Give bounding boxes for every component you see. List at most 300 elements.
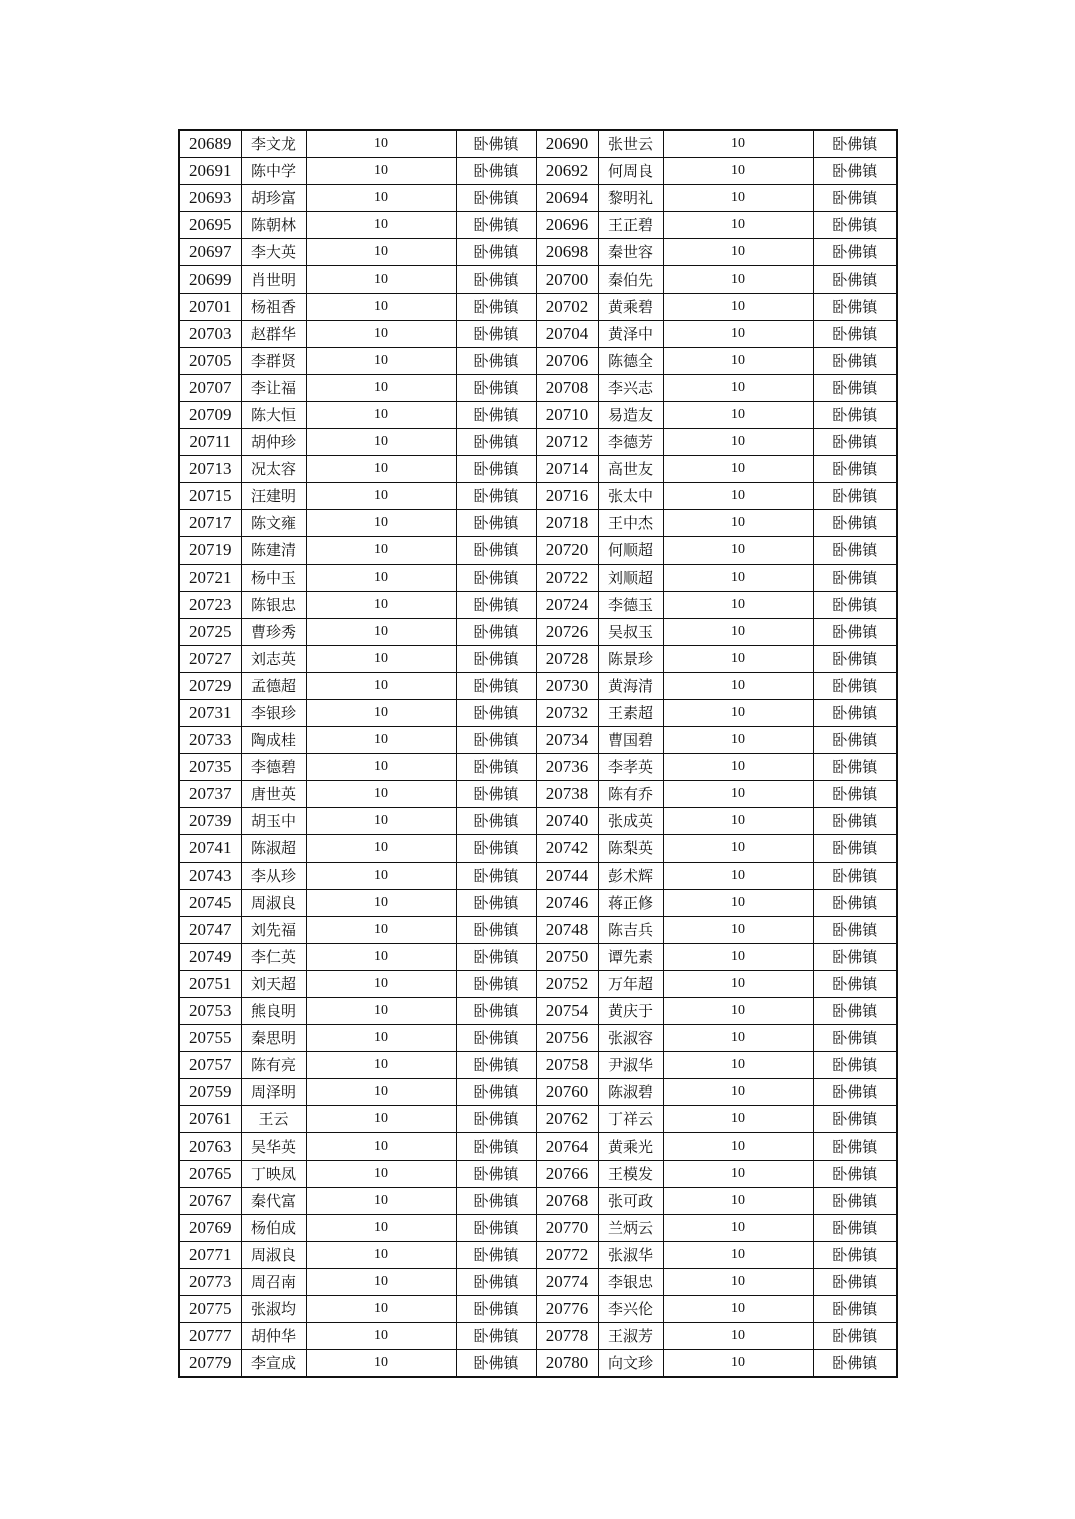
right-name-cell: 陈吉兵 [598, 916, 663, 943]
left-town-cell: 卧佛镇 [456, 998, 536, 1025]
left-record-id-cell: 20741 [179, 835, 241, 862]
left-name-cell: 陈大恒 [241, 401, 306, 428]
right-name-cell: 吴叔玉 [598, 618, 663, 645]
right-town-cell: 卧佛镇 [813, 158, 897, 185]
right-amount-cell: 10 [663, 727, 813, 754]
left-name-cell: 李德碧 [241, 754, 306, 781]
left-amount-cell: 10 [306, 293, 456, 320]
roster-body [179, 130, 897, 1377]
left-record-id-cell: 20773 [179, 1268, 241, 1295]
right-name-cell: 张成英 [598, 808, 663, 835]
left-amount-cell: 10 [306, 185, 456, 212]
left-name-cell: 周泽明 [241, 1079, 306, 1106]
left-record-id-cell: 20767 [179, 1187, 241, 1214]
left-record-id-cell: 20701 [179, 293, 241, 320]
right-record-id-cell: 20744 [536, 862, 598, 889]
left-town-cell: 卧佛镇 [456, 456, 536, 483]
right-record-id-cell: 20716 [536, 483, 598, 510]
left-record-id-cell: 20737 [179, 781, 241, 808]
right-name-cell: 曹国碧 [598, 727, 663, 754]
left-amount-cell: 10 [306, 998, 456, 1025]
left-amount-cell: 10 [306, 672, 456, 699]
left-name-cell: 李仁英 [241, 943, 306, 970]
left-record-id-cell: 20743 [179, 862, 241, 889]
left-record-id-cell: 20721 [179, 564, 241, 591]
right-town-cell: 卧佛镇 [813, 1025, 897, 1052]
left-amount-cell: 10 [306, 618, 456, 645]
left-town-cell: 卧佛镇 [456, 401, 536, 428]
right-amount-cell: 10 [663, 998, 813, 1025]
right-amount-cell: 10 [663, 1133, 813, 1160]
right-name-cell: 秦伯先 [598, 266, 663, 293]
left-name-cell: 熊良明 [241, 998, 306, 1025]
table-row [179, 645, 897, 672]
table-row [179, 672, 897, 699]
left-name-cell: 丁映凤 [241, 1160, 306, 1187]
right-town-cell: 卧佛镇 [813, 1160, 897, 1187]
right-name-cell: 张世云 [598, 130, 663, 158]
table-row [179, 1133, 897, 1160]
right-town-cell: 卧佛镇 [813, 401, 897, 428]
left-record-id-cell: 20727 [179, 645, 241, 672]
left-record-id-cell: 20751 [179, 970, 241, 997]
left-name-cell: 刘志英 [241, 645, 306, 672]
right-town-cell: 卧佛镇 [813, 916, 897, 943]
right-name-cell: 王中杰 [598, 510, 663, 537]
table-row [179, 185, 897, 212]
right-record-id-cell: 20704 [536, 320, 598, 347]
left-record-id-cell: 20707 [179, 374, 241, 401]
left-name-cell: 杨中玉 [241, 564, 306, 591]
right-record-id-cell: 20750 [536, 943, 598, 970]
right-amount-cell: 10 [663, 1079, 813, 1106]
left-name-cell: 况太容 [241, 456, 306, 483]
left-amount-cell: 10 [306, 483, 456, 510]
left-name-cell: 汪建明 [241, 483, 306, 510]
left-name-cell: 胡仲珍 [241, 429, 306, 456]
left-town-cell: 卧佛镇 [456, 618, 536, 645]
right-amount-cell: 10 [663, 808, 813, 835]
right-name-cell: 万年超 [598, 970, 663, 997]
left-record-id-cell: 20717 [179, 510, 241, 537]
table-row [179, 1106, 897, 1133]
left-name-cell: 唐世英 [241, 781, 306, 808]
right-record-id-cell: 20714 [536, 456, 598, 483]
table-row [179, 537, 897, 564]
table-row [179, 429, 897, 456]
right-amount-cell: 10 [663, 862, 813, 889]
right-name-cell: 陈淑碧 [598, 1079, 663, 1106]
right-amount-cell: 10 [663, 1241, 813, 1268]
left-town-cell: 卧佛镇 [456, 889, 536, 916]
left-amount-cell: 10 [306, 1133, 456, 1160]
right-record-id-cell: 20756 [536, 1025, 598, 1052]
right-town-cell: 卧佛镇 [813, 835, 897, 862]
right-amount-cell: 10 [663, 130, 813, 158]
left-town-cell: 卧佛镇 [456, 591, 536, 618]
left-town-cell: 卧佛镇 [456, 835, 536, 862]
left-amount-cell: 10 [306, 347, 456, 374]
right-amount-cell: 10 [663, 293, 813, 320]
right-amount-cell: 10 [663, 1025, 813, 1052]
left-name-cell: 李文龙 [241, 130, 306, 158]
left-town-cell: 卧佛镇 [456, 1350, 536, 1378]
left-amount-cell: 10 [306, 1296, 456, 1323]
left-amount-cell: 10 [306, 835, 456, 862]
left-record-id-cell: 20723 [179, 591, 241, 618]
left-name-cell: 李大英 [241, 239, 306, 266]
table-row [179, 212, 897, 239]
right-name-cell: 高世友 [598, 456, 663, 483]
table-row [179, 1323, 897, 1350]
right-record-id-cell: 20728 [536, 645, 598, 672]
left-town-cell: 卧佛镇 [456, 483, 536, 510]
table-row [179, 1079, 897, 1106]
right-record-id-cell: 20700 [536, 266, 598, 293]
right-record-id-cell: 20706 [536, 347, 598, 374]
right-name-cell: 黄乘光 [598, 1133, 663, 1160]
right-name-cell: 丁祥云 [598, 1106, 663, 1133]
right-amount-cell: 10 [663, 185, 813, 212]
left-record-id-cell: 20745 [179, 889, 241, 916]
left-amount-cell: 10 [306, 510, 456, 537]
right-record-id-cell: 20732 [536, 699, 598, 726]
left-town-cell: 卧佛镇 [456, 645, 536, 672]
left-record-id-cell: 20769 [179, 1214, 241, 1241]
left-record-id-cell: 20699 [179, 266, 241, 293]
left-record-id-cell: 20779 [179, 1350, 241, 1378]
table-row [179, 943, 897, 970]
right-record-id-cell: 20702 [536, 293, 598, 320]
right-name-cell: 谭先素 [598, 943, 663, 970]
right-record-id-cell: 20738 [536, 781, 598, 808]
table-row [179, 1350, 897, 1378]
left-amount-cell: 10 [306, 699, 456, 726]
right-amount-cell: 10 [663, 916, 813, 943]
right-record-id-cell: 20710 [536, 401, 598, 428]
right-record-id-cell: 20758 [536, 1052, 598, 1079]
left-amount-cell: 10 [306, 1079, 456, 1106]
left-amount-cell: 10 [306, 1214, 456, 1241]
right-town-cell: 卧佛镇 [813, 537, 897, 564]
right-amount-cell: 10 [663, 618, 813, 645]
right-record-id-cell: 20772 [536, 1241, 598, 1268]
right-amount-cell: 10 [663, 456, 813, 483]
right-town-cell: 卧佛镇 [813, 483, 897, 510]
left-name-cell: 胡珍富 [241, 185, 306, 212]
left-record-id-cell: 20749 [179, 943, 241, 970]
right-amount-cell: 10 [663, 781, 813, 808]
left-town-cell: 卧佛镇 [456, 862, 536, 889]
left-town-cell: 卧佛镇 [456, 185, 536, 212]
left-record-id-cell: 20759 [179, 1079, 241, 1106]
table-row [179, 130, 897, 158]
right-record-id-cell: 20690 [536, 130, 598, 158]
right-town-cell: 卧佛镇 [813, 1133, 897, 1160]
right-name-cell: 兰炳云 [598, 1214, 663, 1241]
left-town-cell: 卧佛镇 [456, 1241, 536, 1268]
right-name-cell: 刘顺超 [598, 564, 663, 591]
left-name-cell: 刘先福 [241, 916, 306, 943]
right-amount-cell: 10 [663, 645, 813, 672]
table-row [179, 808, 897, 835]
right-record-id-cell: 20752 [536, 970, 598, 997]
right-town-cell: 卧佛镇 [813, 1296, 897, 1323]
right-town-cell: 卧佛镇 [813, 266, 897, 293]
right-amount-cell: 10 [663, 835, 813, 862]
left-name-cell: 陈文雍 [241, 510, 306, 537]
left-amount-cell: 10 [306, 727, 456, 754]
right-name-cell: 黄庆于 [598, 998, 663, 1025]
right-name-cell: 陈德全 [598, 347, 663, 374]
left-town-cell: 卧佛镇 [456, 1160, 536, 1187]
table-row [179, 1160, 897, 1187]
right-name-cell: 何顺超 [598, 537, 663, 564]
left-amount-cell: 10 [306, 1052, 456, 1079]
right-record-id-cell: 20770 [536, 1214, 598, 1241]
right-town-cell: 卧佛镇 [813, 998, 897, 1025]
left-record-id-cell: 20691 [179, 158, 241, 185]
left-name-cell: 杨祖香 [241, 293, 306, 320]
right-name-cell: 王模发 [598, 1160, 663, 1187]
left-name-cell: 陈建清 [241, 537, 306, 564]
left-record-id-cell: 20777 [179, 1323, 241, 1350]
left-amount-cell: 10 [306, 781, 456, 808]
left-town-cell: 卧佛镇 [456, 943, 536, 970]
left-town-cell: 卧佛镇 [456, 754, 536, 781]
left-name-cell: 陈淑超 [241, 835, 306, 862]
left-amount-cell: 10 [306, 374, 456, 401]
table-row [179, 1025, 897, 1052]
right-town-cell: 卧佛镇 [813, 699, 897, 726]
table-row [179, 374, 897, 401]
left-town-cell: 卧佛镇 [456, 130, 536, 158]
left-name-cell: 胡仲华 [241, 1323, 306, 1350]
left-town-cell: 卧佛镇 [456, 1079, 536, 1106]
right-record-id-cell: 20712 [536, 429, 598, 456]
left-record-id-cell: 20709 [179, 401, 241, 428]
right-name-cell: 张淑容 [598, 1025, 663, 1052]
right-record-id-cell: 20698 [536, 239, 598, 266]
right-record-id-cell: 20776 [536, 1296, 598, 1323]
right-town-cell: 卧佛镇 [813, 727, 897, 754]
left-record-id-cell: 20755 [179, 1025, 241, 1052]
right-amount-cell: 10 [663, 1187, 813, 1214]
right-amount-cell: 10 [663, 510, 813, 537]
right-amount-cell: 10 [663, 1160, 813, 1187]
left-amount-cell: 10 [306, 158, 456, 185]
left-town-cell: 卧佛镇 [456, 374, 536, 401]
right-record-id-cell: 20692 [536, 158, 598, 185]
right-name-cell: 王素超 [598, 699, 663, 726]
left-record-id-cell: 20725 [179, 618, 241, 645]
left-amount-cell: 10 [306, 1106, 456, 1133]
left-record-id-cell: 20689 [179, 130, 241, 158]
left-record-id-cell: 20761 [179, 1106, 241, 1133]
right-record-id-cell: 20696 [536, 212, 598, 239]
right-amount-cell: 10 [663, 212, 813, 239]
left-record-id-cell: 20731 [179, 699, 241, 726]
right-town-cell: 卧佛镇 [813, 185, 897, 212]
table-row [179, 1296, 897, 1323]
left-record-id-cell: 20719 [179, 537, 241, 564]
left-name-cell: 张淑均 [241, 1296, 306, 1323]
left-amount-cell: 10 [306, 808, 456, 835]
left-town-cell: 卧佛镇 [456, 1214, 536, 1241]
right-town-cell: 卧佛镇 [813, 1350, 897, 1378]
left-record-id-cell: 20705 [179, 347, 241, 374]
left-town-cell: 卧佛镇 [456, 916, 536, 943]
table-row [179, 970, 897, 997]
left-town-cell: 卧佛镇 [456, 1025, 536, 1052]
right-name-cell: 易造友 [598, 401, 663, 428]
left-amount-cell: 10 [306, 1323, 456, 1350]
left-amount-cell: 10 [306, 401, 456, 428]
left-town-cell: 卧佛镇 [456, 781, 536, 808]
left-record-id-cell: 20757 [179, 1052, 241, 1079]
right-record-id-cell: 20768 [536, 1187, 598, 1214]
left-name-cell: 周淑良 [241, 1241, 306, 1268]
table-row [179, 618, 897, 645]
right-name-cell: 黄泽中 [598, 320, 663, 347]
left-record-id-cell: 20739 [179, 808, 241, 835]
right-record-id-cell: 20766 [536, 1160, 598, 1187]
right-amount-cell: 10 [663, 266, 813, 293]
right-town-cell: 卧佛镇 [813, 1052, 897, 1079]
right-amount-cell: 10 [663, 239, 813, 266]
left-record-id-cell: 20733 [179, 727, 241, 754]
left-town-cell: 卧佛镇 [456, 970, 536, 997]
right-amount-cell: 10 [663, 374, 813, 401]
left-name-cell: 吴华英 [241, 1133, 306, 1160]
table-row [179, 456, 897, 483]
right-town-cell: 卧佛镇 [813, 970, 897, 997]
right-town-cell: 卧佛镇 [813, 943, 897, 970]
left-record-id-cell: 20765 [179, 1160, 241, 1187]
table-row [179, 835, 897, 862]
right-town-cell: 卧佛镇 [813, 239, 897, 266]
table-row [179, 158, 897, 185]
right-amount-cell: 10 [663, 429, 813, 456]
right-town-cell: 卧佛镇 [813, 618, 897, 645]
right-record-id-cell: 20748 [536, 916, 598, 943]
left-record-id-cell: 20729 [179, 672, 241, 699]
right-name-cell: 黄海清 [598, 672, 663, 699]
right-town-cell: 卧佛镇 [813, 781, 897, 808]
right-name-cell: 尹淑华 [598, 1052, 663, 1079]
left-name-cell: 陈朝林 [241, 212, 306, 239]
right-amount-cell: 10 [663, 699, 813, 726]
right-name-cell: 陈景珍 [598, 645, 663, 672]
left-name-cell: 孟德超 [241, 672, 306, 699]
right-town-cell: 卧佛镇 [813, 889, 897, 916]
table-row [179, 401, 897, 428]
left-town-cell: 卧佛镇 [456, 672, 536, 699]
left-name-cell: 肖世明 [241, 266, 306, 293]
left-amount-cell: 10 [306, 1241, 456, 1268]
left-record-id-cell: 20695 [179, 212, 241, 239]
right-record-id-cell: 20730 [536, 672, 598, 699]
left-town-cell: 卧佛镇 [456, 429, 536, 456]
right-name-cell: 陈有乔 [598, 781, 663, 808]
right-town-cell: 卧佛镇 [813, 862, 897, 889]
left-amount-cell: 10 [306, 456, 456, 483]
right-name-cell: 蒋正修 [598, 889, 663, 916]
right-name-cell: 张淑华 [598, 1241, 663, 1268]
left-amount-cell: 10 [306, 862, 456, 889]
right-record-id-cell: 20734 [536, 727, 598, 754]
left-amount-cell: 10 [306, 320, 456, 347]
left-amount-cell: 10 [306, 970, 456, 997]
right-town-cell: 卧佛镇 [813, 320, 897, 347]
right-town-cell: 卧佛镇 [813, 1079, 897, 1106]
right-town-cell: 卧佛镇 [813, 591, 897, 618]
right-town-cell: 卧佛镇 [813, 754, 897, 781]
right-amount-cell: 10 [663, 537, 813, 564]
right-amount-cell: 10 [663, 970, 813, 997]
right-name-cell: 黎明礼 [598, 185, 663, 212]
right-name-cell: 李兴伦 [598, 1296, 663, 1323]
left-amount-cell: 10 [306, 943, 456, 970]
right-name-cell: 张可政 [598, 1187, 663, 1214]
right-amount-cell: 10 [663, 347, 813, 374]
left-town-cell: 卧佛镇 [456, 808, 536, 835]
right-name-cell: 向文珍 [598, 1350, 663, 1378]
left-town-cell: 卧佛镇 [456, 266, 536, 293]
left-name-cell: 李群贤 [241, 347, 306, 374]
left-name-cell: 周淑良 [241, 889, 306, 916]
left-name-cell: 王云 [241, 1106, 306, 1133]
left-town-cell: 卧佛镇 [456, 158, 536, 185]
right-amount-cell: 10 [663, 483, 813, 510]
right-record-id-cell: 20742 [536, 835, 598, 862]
left-record-id-cell: 20747 [179, 916, 241, 943]
left-town-cell: 卧佛镇 [456, 1187, 536, 1214]
right-town-cell: 卧佛镇 [813, 1323, 897, 1350]
left-town-cell: 卧佛镇 [456, 212, 536, 239]
right-record-id-cell: 20764 [536, 1133, 598, 1160]
left-town-cell: 卧佛镇 [456, 1133, 536, 1160]
table-row [179, 916, 897, 943]
left-record-id-cell: 20697 [179, 239, 241, 266]
left-amount-cell: 10 [306, 645, 456, 672]
left-amount-cell: 10 [306, 564, 456, 591]
table-row [179, 862, 897, 889]
right-town-cell: 卧佛镇 [813, 808, 897, 835]
left-amount-cell: 10 [306, 1268, 456, 1295]
right-record-id-cell: 20780 [536, 1350, 598, 1378]
table-row [179, 510, 897, 537]
table-row [179, 781, 897, 808]
left-record-id-cell: 20713 [179, 456, 241, 483]
table-row [179, 1268, 897, 1295]
left-name-cell: 李银珍 [241, 699, 306, 726]
right-record-id-cell: 20724 [536, 591, 598, 618]
right-amount-cell: 10 [663, 564, 813, 591]
right-name-cell: 李德芳 [598, 429, 663, 456]
left-town-cell: 卧佛镇 [456, 727, 536, 754]
table-row [179, 564, 897, 591]
left-town-cell: 卧佛镇 [456, 564, 536, 591]
left-amount-cell: 10 [306, 212, 456, 239]
left-town-cell: 卧佛镇 [456, 1296, 536, 1323]
left-amount-cell: 10 [306, 429, 456, 456]
right-record-id-cell: 20760 [536, 1079, 598, 1106]
right-town-cell: 卧佛镇 [813, 645, 897, 672]
left-name-cell: 陈有亮 [241, 1052, 306, 1079]
left-record-id-cell: 20735 [179, 754, 241, 781]
left-town-cell: 卧佛镇 [456, 347, 536, 374]
